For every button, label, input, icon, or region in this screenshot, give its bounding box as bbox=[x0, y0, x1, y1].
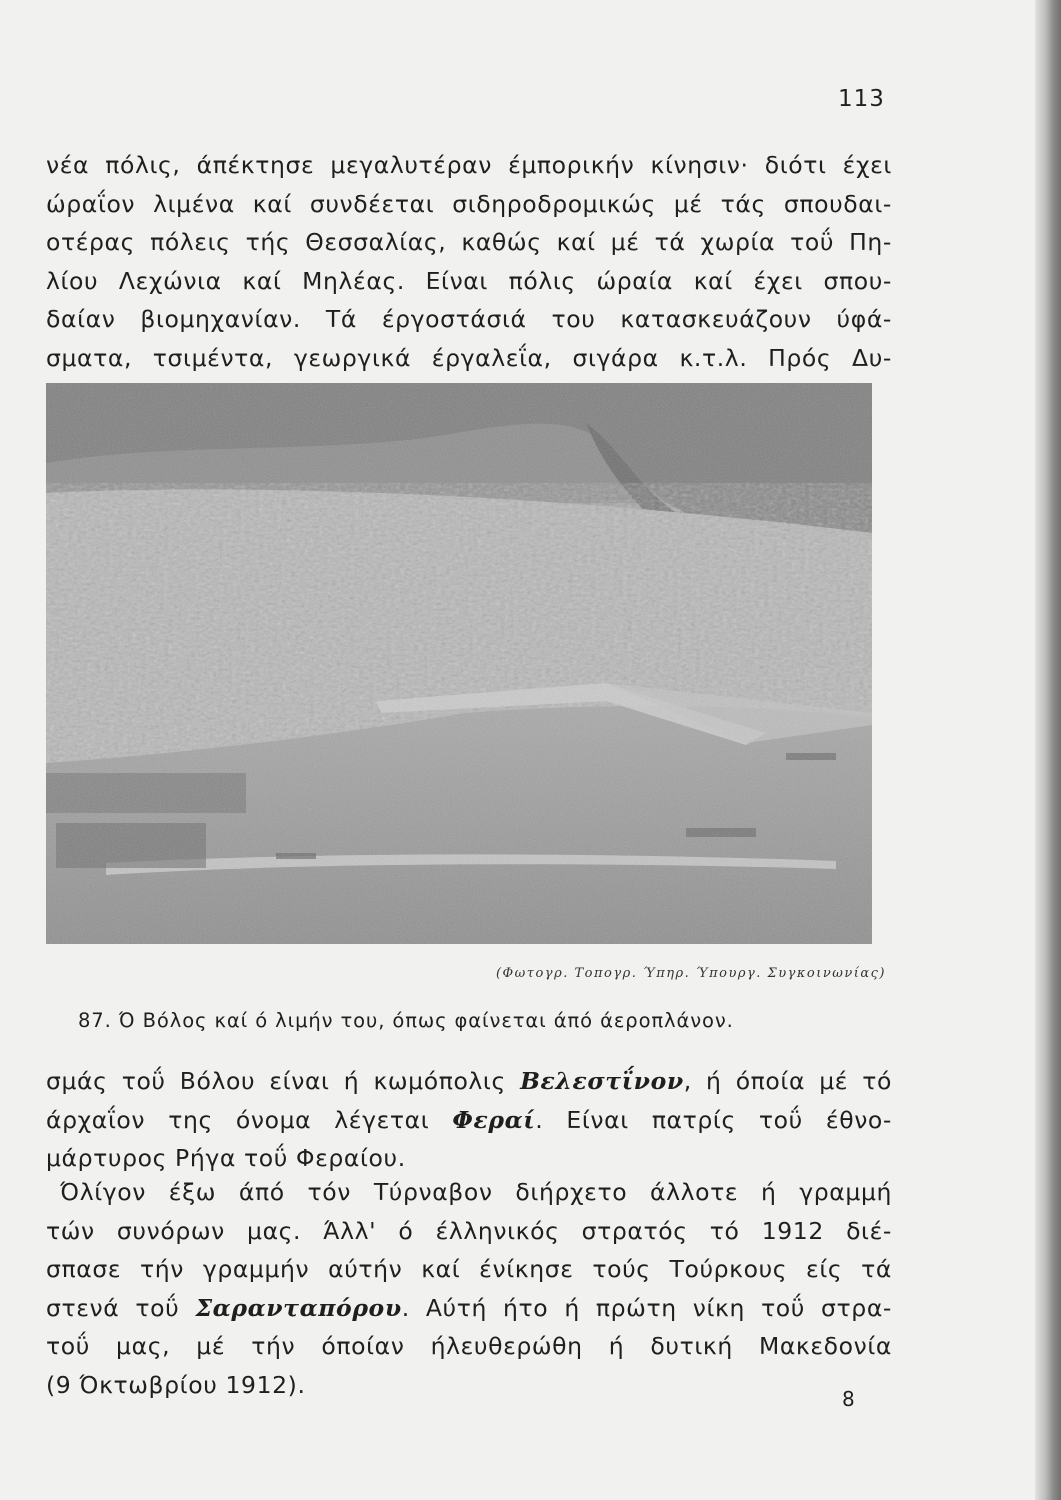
text-line bbox=[46, 1062, 892, 1101]
figure-caption: 87. Ό Βόλος καί ό λιμήν του, όπως φαίνεται άπό άεροπλάνον. bbox=[78, 1009, 734, 1032]
text-line: τών συνόρων μας. Άλλ' ό έλληνικός στρατός τό 1912 διέ- bbox=[46, 1216, 892, 1245]
text-run: . Αύτή ήτο ή πρώτη νίκη τοΰ στρα- bbox=[401, 1293, 892, 1322]
place-name-velestino: Βελεστΐνον bbox=[520, 1067, 684, 1095]
photo-credit: (Φωτογρ. Τοπογρ. Ύπηρ. Ύπουργ. Συγκοινωνίας) bbox=[495, 966, 886, 981]
text-line: σπασε τήν γραμμήν αύτήν καί ένίκησε τούς Τούρκους είς τά bbox=[46, 1255, 892, 1284]
text-line: λίου Λεχώνια καί Μηλέας. Είναι πόλις ώραία καί έχει σπου- bbox=[46, 266, 892, 295]
text-line: Όλίγον έξω άπό τόν Τύρναβον διήρχετο άλλοτε ή γραμμή bbox=[60, 1178, 892, 1206]
text-run: , ή όποία μέ τό bbox=[683, 1067, 892, 1095]
text-line: δαίαν βιομηχανίαν. Τά έργοστάσιά του κατασκευάζουν ύφά- bbox=[46, 305, 892, 334]
aerial-photo-volos-harbor bbox=[46, 383, 872, 944]
text-run: σμάς τοΰ Βόλου είναι ή κωμόπολις bbox=[46, 1067, 521, 1095]
intro-paragraph bbox=[46, 146, 892, 378]
page-edge-shadow bbox=[1035, 0, 1061, 1500]
signature-mark: 8 bbox=[842, 1387, 855, 1411]
text-line: τοΰ μας, μέ τήν όποίαν ήλευθερώθη ή δυτική Μακεδονία bbox=[46, 1332, 892, 1361]
text-run: στενά τοΰ bbox=[46, 1293, 196, 1322]
photo-illustration bbox=[46, 383, 872, 944]
place-name-sarantaporo: Σαρανταπόρου bbox=[195, 1293, 402, 1322]
text-run: . Είναι πατρίς τοΰ έθνο- bbox=[535, 1105, 892, 1134]
text-line: σματα, τσιμέντα, γεωργικά έργαλεΐα, σιγάρα κ.τ.λ. Πρός Δυ- bbox=[46, 343, 892, 372]
paragraph-sarantaporo bbox=[46, 1173, 892, 1405]
text-line bbox=[46, 1289, 892, 1328]
text-line: (9 Όκτωβρίου 1912). bbox=[46, 1370, 306, 1399]
text-line: νέα πόλις, άπέκτησε μεγαλυτέραν έμπορικήν κίνησιν· διότι έχει bbox=[46, 151, 892, 179]
place-name-ferai: Φεραί bbox=[452, 1105, 536, 1134]
text-run: άρχαΐον της όνομα λέγεται bbox=[46, 1105, 453, 1134]
page-number: 113 bbox=[838, 86, 885, 112]
text-line: μάρτυρος Ρήγα τοΰ Φεραίου. bbox=[46, 1144, 406, 1173]
text-line: ώραΐον λιμένα καί συνδέεται σιδηροδρομικώς μέ τάς σπουδαι- bbox=[46, 189, 892, 218]
paragraph-belestino bbox=[46, 1062, 892, 1178]
text-line bbox=[46, 1101, 892, 1140]
text-line: οτέρας πόλεις τής Θεσσαλίας, καθώς καί μέ τά χωρία τοΰ Πη- bbox=[46, 228, 892, 257]
